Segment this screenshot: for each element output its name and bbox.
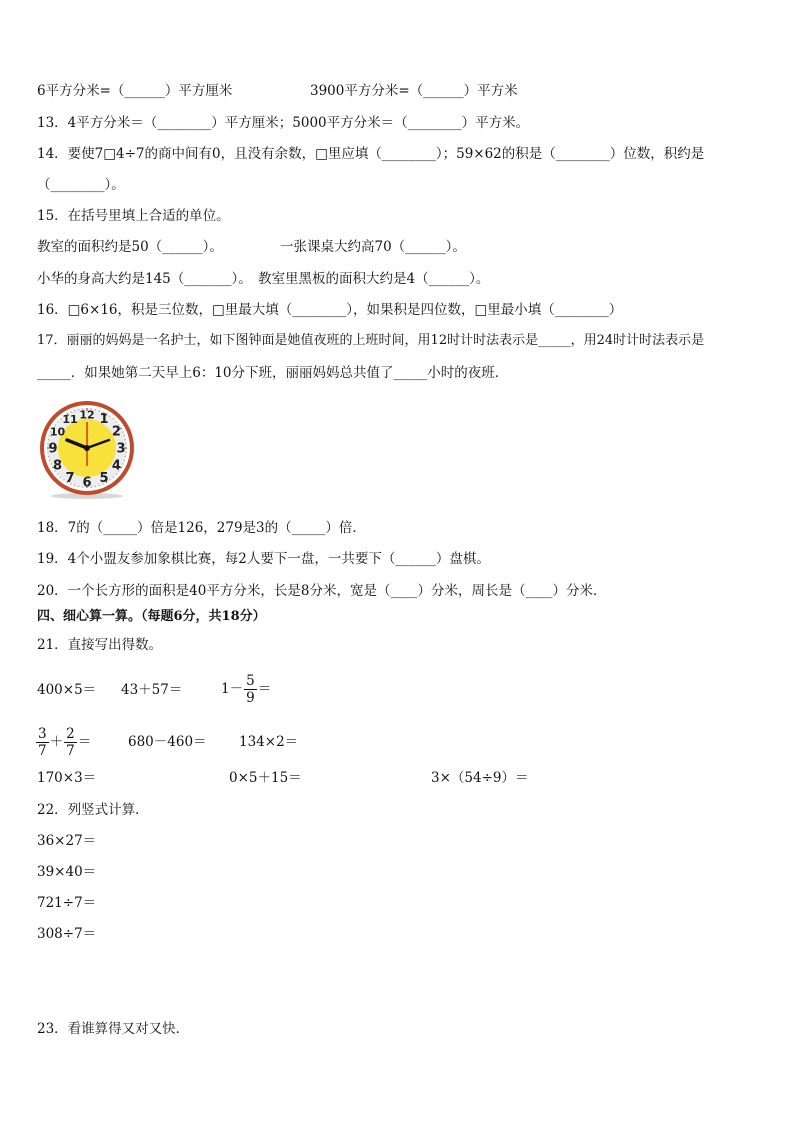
equals-sign: ＝ [77,734,92,750]
q21-r1c-post: ＝ [257,681,272,697]
q23: 23．看谁算得又对又快． [37,1021,190,1037]
fraction-denominator: 7 [38,743,47,759]
fraction-denominator: 7 [66,743,75,759]
q15-title: 15．在括号里填上合适的单位。 [37,208,230,224]
q21-r3a: 170×3＝ [37,770,97,786]
q22-item-3: 721÷7＝ [37,895,97,911]
q15-d: 教室里黑板的面积大约是4（______）。 [258,271,490,287]
section-4-heading: 四、细心算一算。（每题6分，共18分） [37,609,266,624]
q21-r1a: 400×5＝ [37,682,97,698]
clock-numeral: 8 [53,458,63,474]
q18: 18．7的（_____）倍是126，279是3的（_____）倍． [37,520,366,536]
q17-line1: 17．丽丽的妈妈是一名护士，如下图钟面是她值夜班的上班时间，用12时计时法表示是_____，用24时计时法表示是 [37,333,705,348]
q21-r3b: 0×5＋15＝ [229,770,302,786]
clock-numeral: 5 [99,470,109,486]
clock-numeral: 2 [111,424,121,440]
fraction-2-7 [64,726,77,759]
q15-a: 教室的面积约是50（______）。 [37,239,223,255]
clock-image [37,400,137,500]
q21-r3c: 3×（54÷9）＝ [431,770,529,786]
q21-r1b: 43＋57＝ [121,682,183,698]
fraction-3-7 [36,726,49,759]
clock-numeral: 11 [62,413,78,427]
q19: 19．4个小盟友参加象棋比赛，每2人要下一盘，一共要下（______）盘棋。 [37,551,490,567]
q14-line2: （________）。 [37,177,125,193]
q13: 13．4平方分米＝（________）平方厘米；5000平方分米＝（________）平方米。 [37,115,530,131]
q21-r2b: 680－460＝ [128,734,207,750]
q21-r2c: 134×2＝ [239,734,299,750]
plus-sign: ＋ [49,734,64,750]
q21-r1c [221,671,271,707]
q21-title: 21．直接写出得数。 [37,637,163,653]
clock-icon [37,400,137,500]
q14-line1: 14．要使7□4÷7的商中间有0，且没有余数，□里应填（________）；59×62的积是（________）位数，积约是 [37,146,705,162]
fraction-numerator: 5 [246,673,255,689]
q15-c: 小华的身高大约是145（_______）。 [37,271,252,287]
fraction-denominator: 9 [246,690,255,706]
clock-numeral: 9 [48,441,58,457]
q16: 16．□6×16，积是三位数，□里最大填（________），如果积是四位数，□里最小填（________） [37,302,623,318]
clock-numeral: 10 [49,425,66,439]
fraction-numerator: 3 [38,726,47,742]
q12-left: 6平方分米=（______）平方厘米 [37,83,233,99]
clock-numeral: 12 [79,408,95,422]
q17-line2: _____．如果她第二天早上6：10分下班，丽丽妈妈总共值了_____小时的夜班． [37,365,509,381]
q15-b: 一张课桌大约高70（______）。 [280,239,466,255]
q22-item-1: 36×27＝ [37,833,97,849]
clock-numeral: 7 [65,470,75,486]
q22-item-2: 39×40＝ [37,864,97,880]
clock-numeral: 1 [99,412,109,428]
clock-numeral: 4 [111,458,121,474]
q20: 20．一个长方形的面积是40平方分米，长是8分米，宽是（____）分米，周长是（____）分米． [37,583,607,599]
q12-right: 3900平方分米=（______）平方米 [310,83,518,99]
q21-r1c-pre: 1－ [221,681,244,697]
q21-r2a [35,724,91,760]
fraction-numerator: 2 [66,726,75,742]
clock-numeral: 3 [116,441,126,457]
q22-title: 22．列竖式计算． [37,802,149,818]
q22-item-4: 308÷7＝ [37,926,97,942]
fraction-5-9 [244,673,257,706]
clock-numeral: 6 [82,475,92,491]
